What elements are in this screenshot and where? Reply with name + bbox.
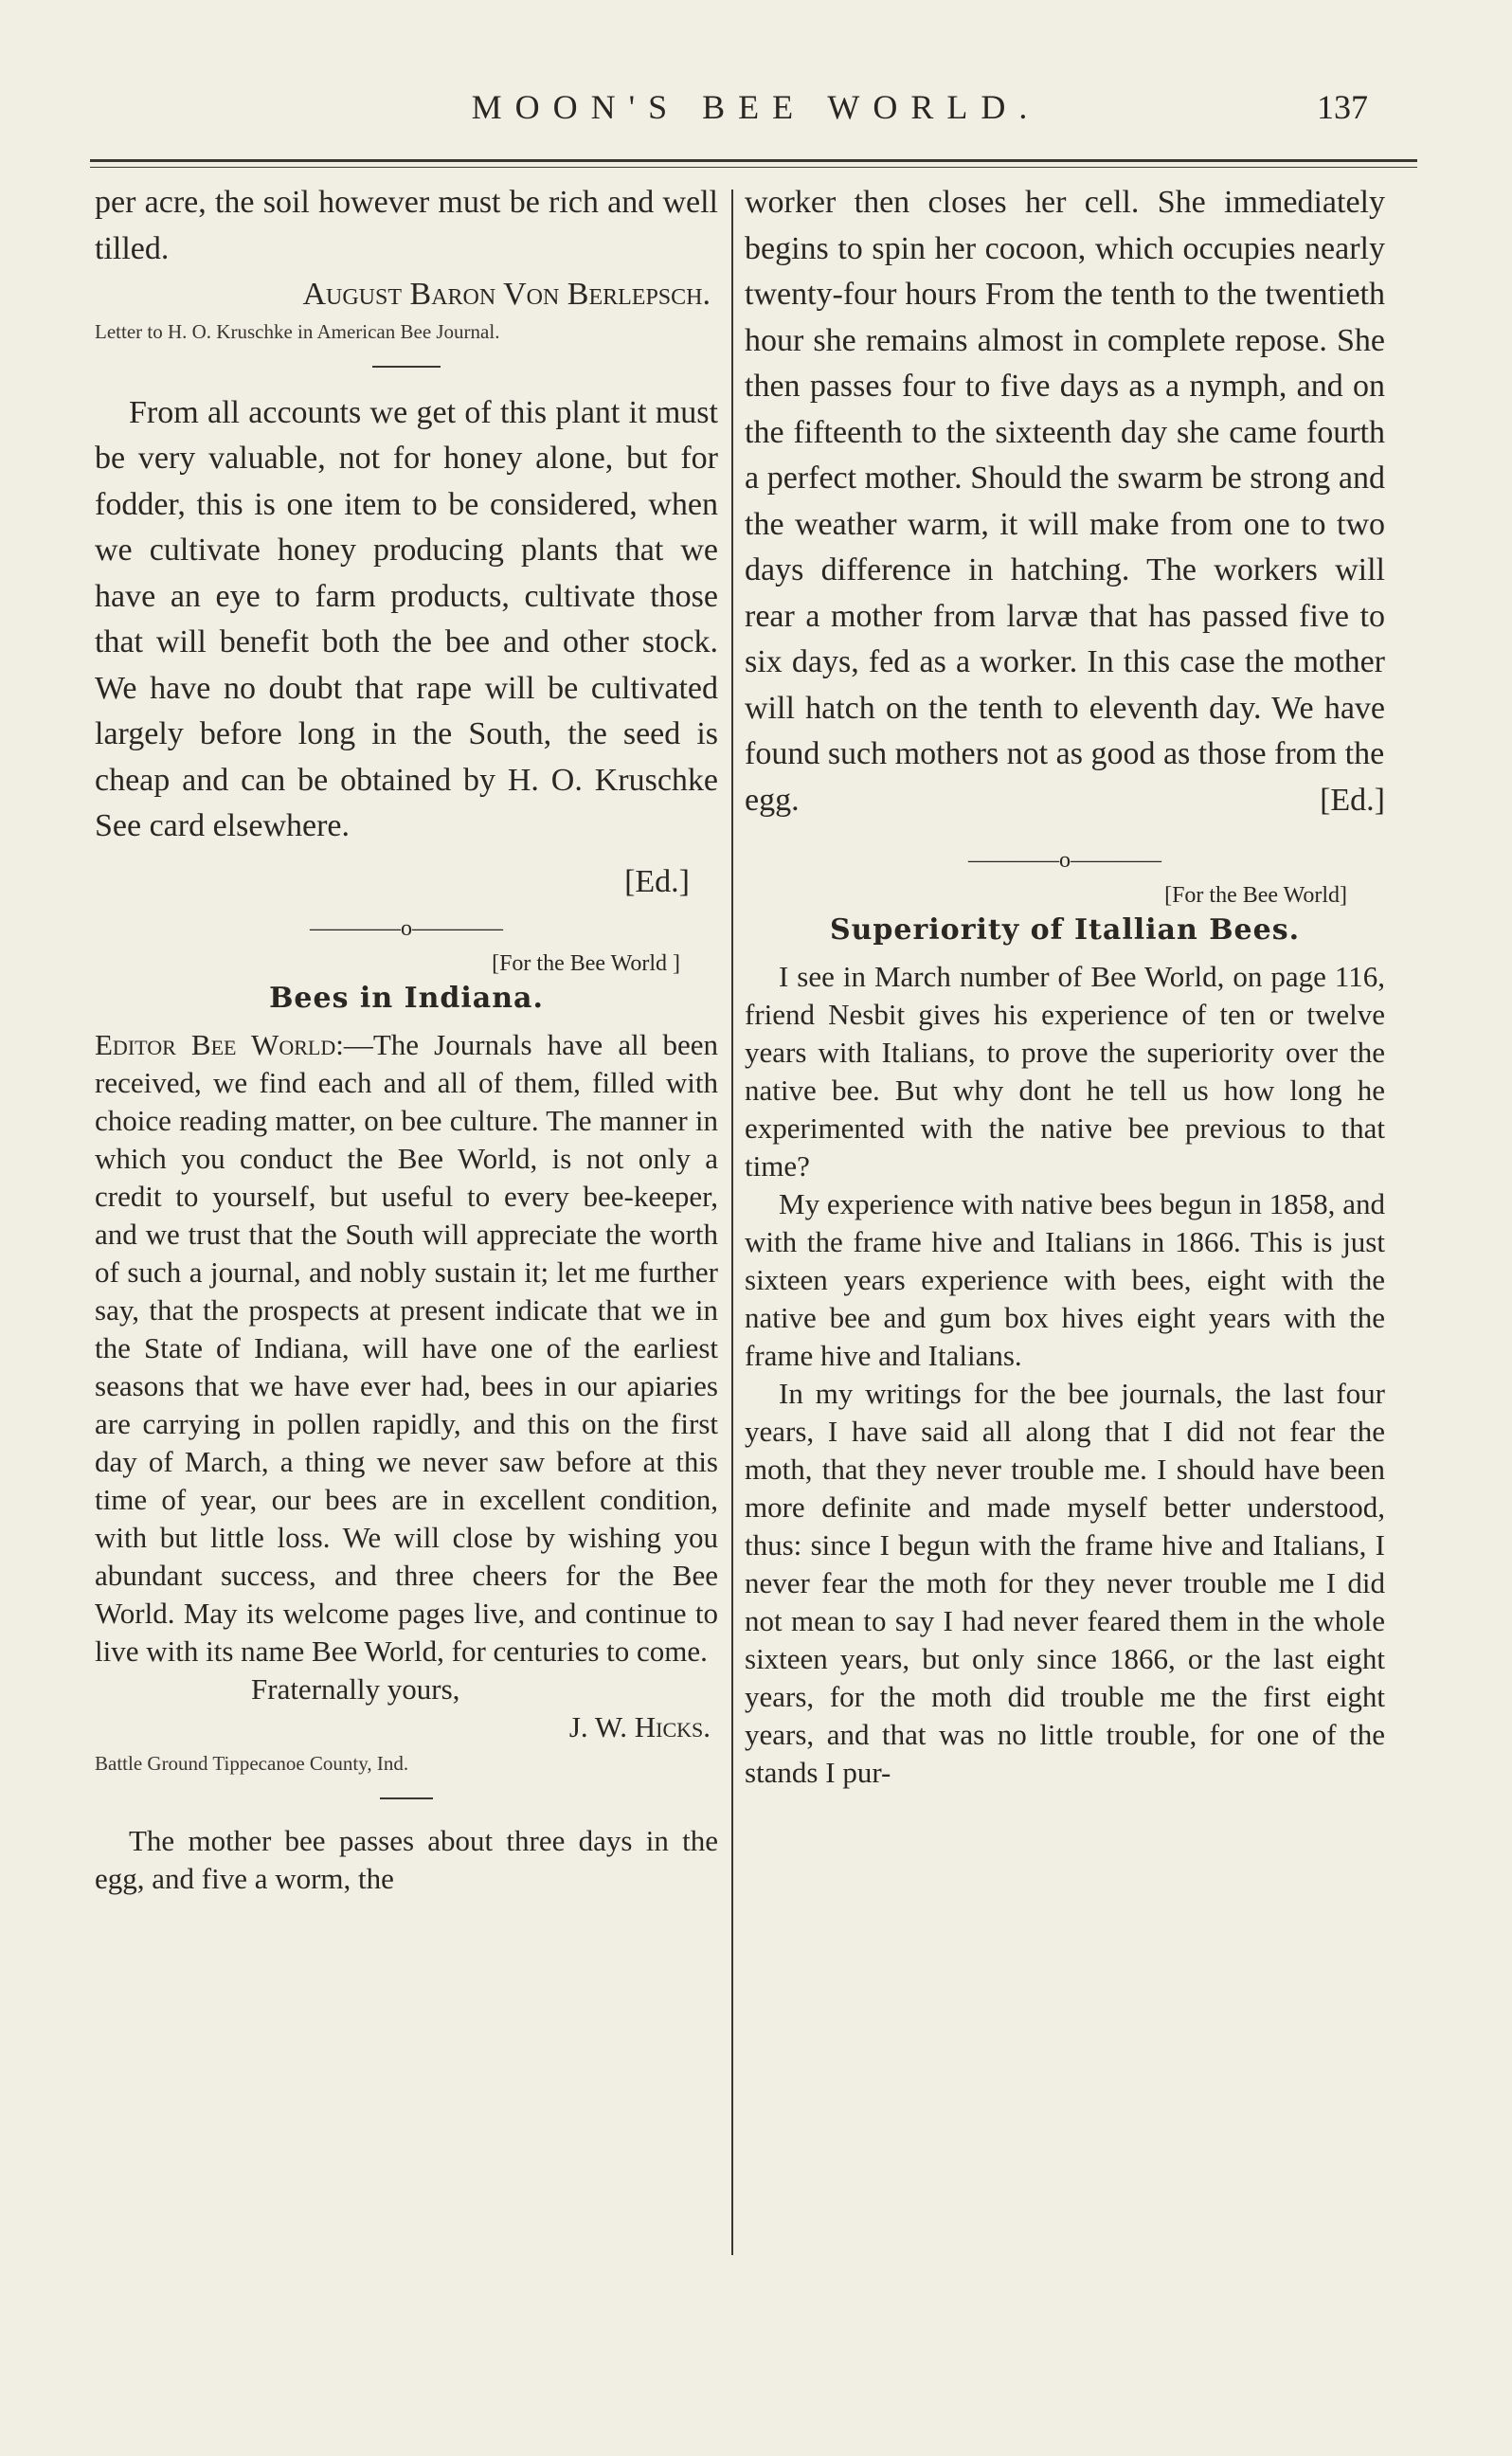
article-title: Bees in Indiana. <box>269 982 544 1015</box>
letter-text: —The Journals have all been received, we find each and all of them, filled with choice reading matter, on bee culture. The manner in which you conduct the Bee World, is not only a credit to yourself, but useful to every bee-keeper, and we trust that the South will appreciate the worth of such a journal, and nobly sustain it; let me further say, that the prospects at present indicate that we in the State of Indiana, will have one of the earliest seasons that we have ever had, bees in our apiaries are carrying in pollen rapidly, and this on the first day of March, a thing we never saw before at this time of year, our bees are in excellent condition, with but little loss. We will close by wishing you abundant success, and three cheers for the Bee World. May its welcome pages live, and continue to live with its name Bee World, for centuries to come. <box>95 1028 718 1668</box>
paragraph-continued: worker then closes her cell. She immediately begins to spin her cocoon, which occupies nearly twenty-four hours From the tenth to the twentieth hour she remains almost in complete repose. She then passes four to five days as a nymph, and on the fifteenth to the sixteenth day she came fourth a perfect mother. Should the swarm be strong and the weather warm, it will make from one to two days difference in hatching. The workers will rear a mother from larvæ that has passed five to six days, fed as a worker. In this case the mother will hatch on the tenth to eleventh day. We have found such mothers not as good as those from the <box>745 185 1385 771</box>
header-rule <box>90 159 1417 162</box>
mother-bee-paragraph: The mother bee passes about three days in the egg, and five a worm, the <box>95 1824 718 1895</box>
signature-hicks: J. W. Hicks. <box>568 1710 711 1743</box>
signature-berlepsch: August Baron Von Berlepsch. <box>302 277 711 312</box>
page-number: 137 <box>1317 88 1368 126</box>
right-column <box>745 180 1385 1792</box>
paragraph-last-word: egg. <box>745 782 800 818</box>
running-head <box>95 87 1417 140</box>
article-paragraph: My experience with native bees begun in 1858, and with the frame hive and Italians in 1866. This is just sixteen years experience with bees, eight with the native bee and gum box hives eight years with the frame hive and Italians. <box>745 1187 1385 1372</box>
ornament-divider: ————o———— <box>310 916 503 941</box>
source-note: Letter to H. O. Kruschke in American Bee Journal. <box>95 319 500 343</box>
paragraph-end <box>745 778 1385 824</box>
ornament-divider: ————o———— <box>968 848 1161 873</box>
salutation: Editor Bee World: <box>95 1028 344 1061</box>
section-rule <box>372 366 441 368</box>
editorial-paragraph: From all accounts we get of this plant it must be very valuable, not for honey alone, but for fodder, this is one item to be considered, when we cultivate honey producing plants that we have an eye to farm products, cultivate those that will benefit both the bee and other stock. We have no doubt that rape will be cultivated largely before long in the South, the seed is cheap and can be obtained by H. O. Kruschke See card elsewhere. <box>95 394 718 843</box>
letter-body <box>95 1026 718 1670</box>
header-rule-thin <box>90 167 1417 168</box>
closing: Fraternally yours, <box>251 1672 460 1706</box>
article-paragraph: I see in March number of Bee World, on page 116, friend Nesbit gives his experience of ten or twelve years with Italians, to prove the superiority over the native bee. But why dont he tell us how long he experimented with the native bee previous to that time? <box>745 960 1385 1183</box>
source-tag: [For the Bee World] <box>1164 883 1347 908</box>
editor-mark: [Ed.] <box>1320 782 1385 818</box>
left-column <box>95 180 718 1898</box>
article-title: Superiority of Itallian Bees. <box>829 913 1301 947</box>
paragraph-continued: per acre, the soil however must be rich and well tilled. <box>95 185 718 266</box>
running-title: MOON'S BEE WORLD. <box>471 88 1041 126</box>
place-note: Battle Ground Tippecanoe County, Ind. <box>95 1752 409 1775</box>
section-rule <box>380 1797 433 1799</box>
editor-mark: [Ed.] <box>624 863 690 899</box>
source-tag: [For the Bee World ] <box>492 951 680 976</box>
column-divider <box>731 190 733 2255</box>
article-paragraph: In my writings for the bee journals, the last four years, I have said all along that I did not fear the moth, that they never trouble me. I should have been more definite and made myself better understood, thus: since I begun with the frame hive and Italians, I never fear the moth for they never trouble me I did not mean to say I had never feared them in the whole sixteen years, but only since 1866, or the last eight years, for the moth did trouble me the first eight years, and that was no little trouble, for one of the stands I pur- <box>745 1377 1385 1789</box>
